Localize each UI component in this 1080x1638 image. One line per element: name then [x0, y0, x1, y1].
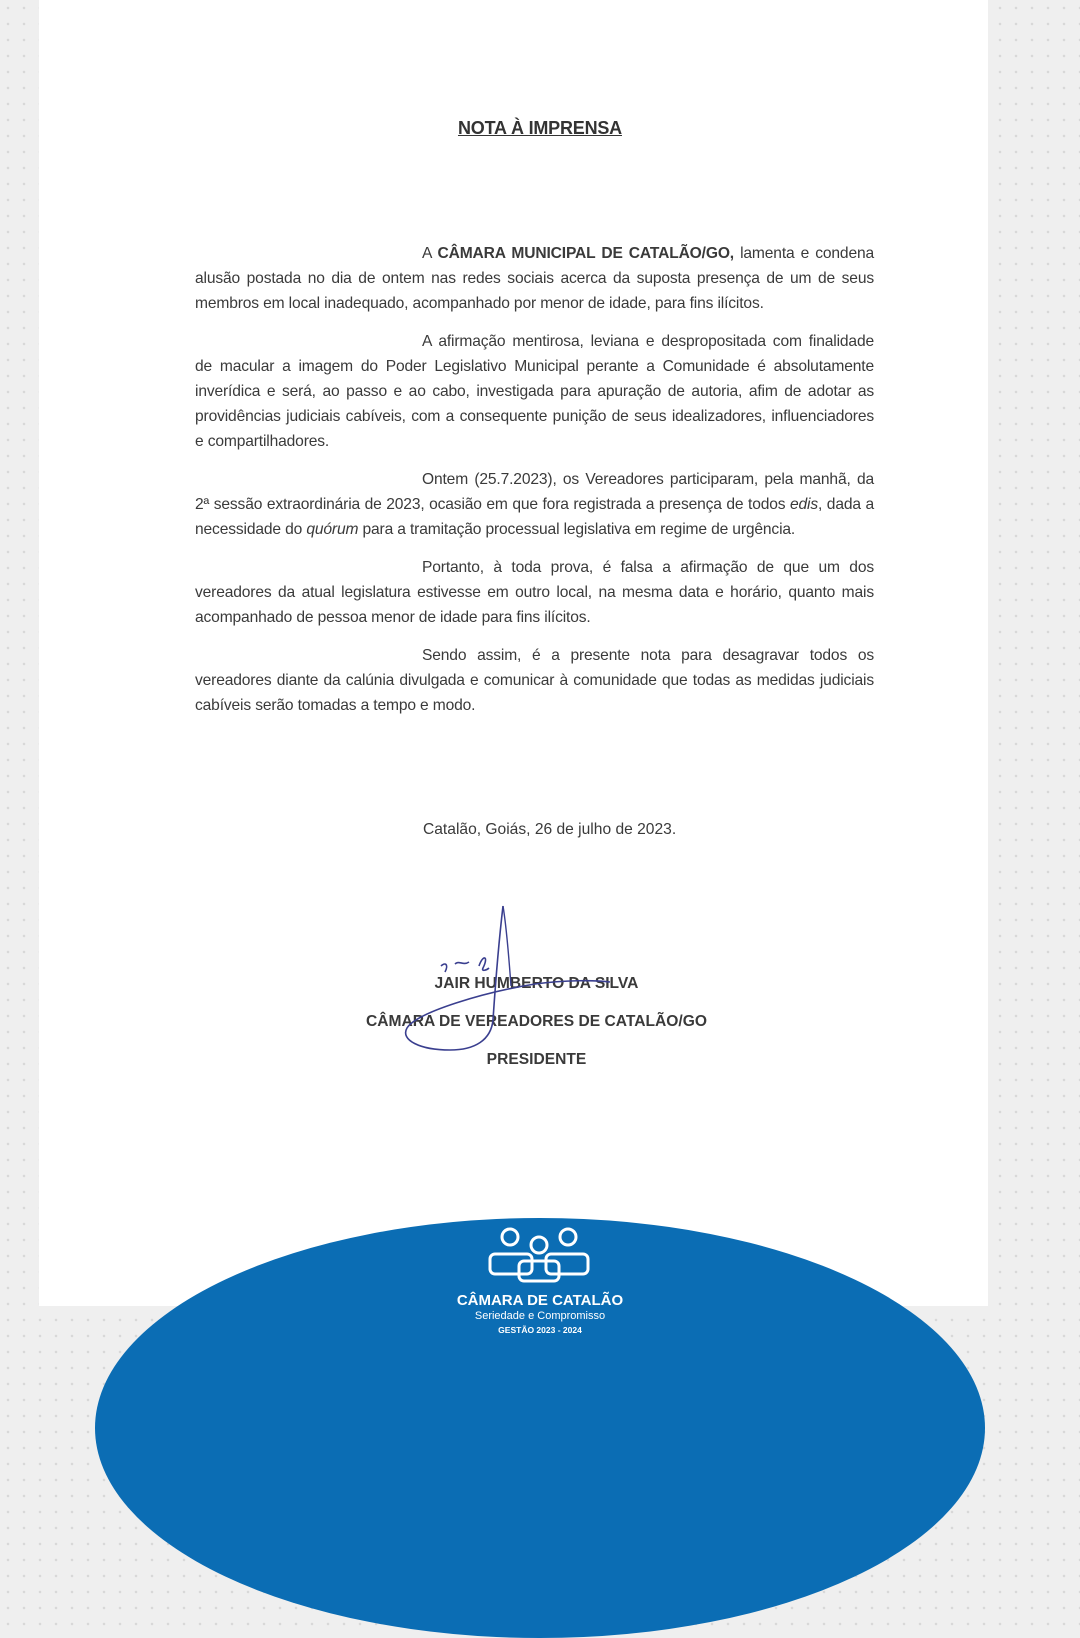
signatory-name: JAIR HUMBERTO DA SILVA [434, 975, 639, 992]
text-segment: edis [790, 496, 819, 513]
paragraph-3 [195, 467, 874, 542]
paragraph-5 [195, 643, 874, 718]
paragraph-2 [195, 329, 874, 454]
text-segment: A afirmação mentirosa, leviana e despropositada com finalidade de macular a imagem do Poder Legislativo Municipal perante a Comunidade é absolutamente inverídica e será, ao passo e ao cabo, investigada para apuração de autoria, afim de adotar as providências judiciais cabíveis, com a consequente punição de seus idealizadores, influenciadores e compartilhadores. [195, 333, 874, 450]
text-segment: CÂMARA MUNICIPAL DE CATALÃO/GO, [437, 245, 734, 262]
paragraph-1 [195, 241, 874, 316]
handwritten-signature [395, 900, 655, 1060]
text-segment: Portanto, à toda prova, é falsa a afirmação de que um dos vereadores da atual legislatura estivesse em outro local, na mesma data e horário, quanto mais acompanhado de pessoa menor de idade para fins ilícitos. [195, 559, 874, 626]
date-line: Catalão, Goiás, 26 de julho de 2023. [423, 821, 677, 838]
text-segment: , dada a necessidade do [195, 496, 874, 538]
text-segment: lamenta e condena alusão postada no dia de ontem nas redes sociais acerca da suposta presença de um de seus membros em local inadequado, acompanhado por menor de idade, para fins ilícitos. [195, 245, 875, 312]
paragraph-4 [195, 555, 874, 630]
text-segment: A [422, 245, 438, 262]
text-segment: Ontem (25.7.2023), os Vereadores participaram, pela manhã, da 2ª sessão extraordinária de 2023, ocasião em que fora registrada a presença de todos [195, 471, 874, 513]
brand-name: CÂMARA DE CATALÃO [456, 1292, 624, 1309]
brand-slogan: Seriedade e Compromisso [474, 1310, 606, 1322]
text-segment: para a tramitação processual legislativa em regime de urgência. [358, 521, 796, 538]
signatory-institution: CÂMARA DE VEREADORES DE CATALÃO/GO [365, 1013, 708, 1030]
text-segment: Sendo assim, é a presente nota para desagravar todos os vereadores diante da calúnia divulgada e comunicar à comunidade que todas as medidas judiciais cabíveis serão tomadas a tempo e modo. [195, 647, 874, 714]
people-logo-icon [487, 1226, 591, 1284]
document-body [195, 241, 874, 731]
signatory-role: PRESIDENTE [486, 1051, 587, 1068]
brand-term: GESTÃO 2023 - 2024 [498, 1325, 582, 1335]
text-segment: quórum [306, 521, 359, 538]
document-title: NOTA À IMPRENSA [457, 118, 622, 138]
